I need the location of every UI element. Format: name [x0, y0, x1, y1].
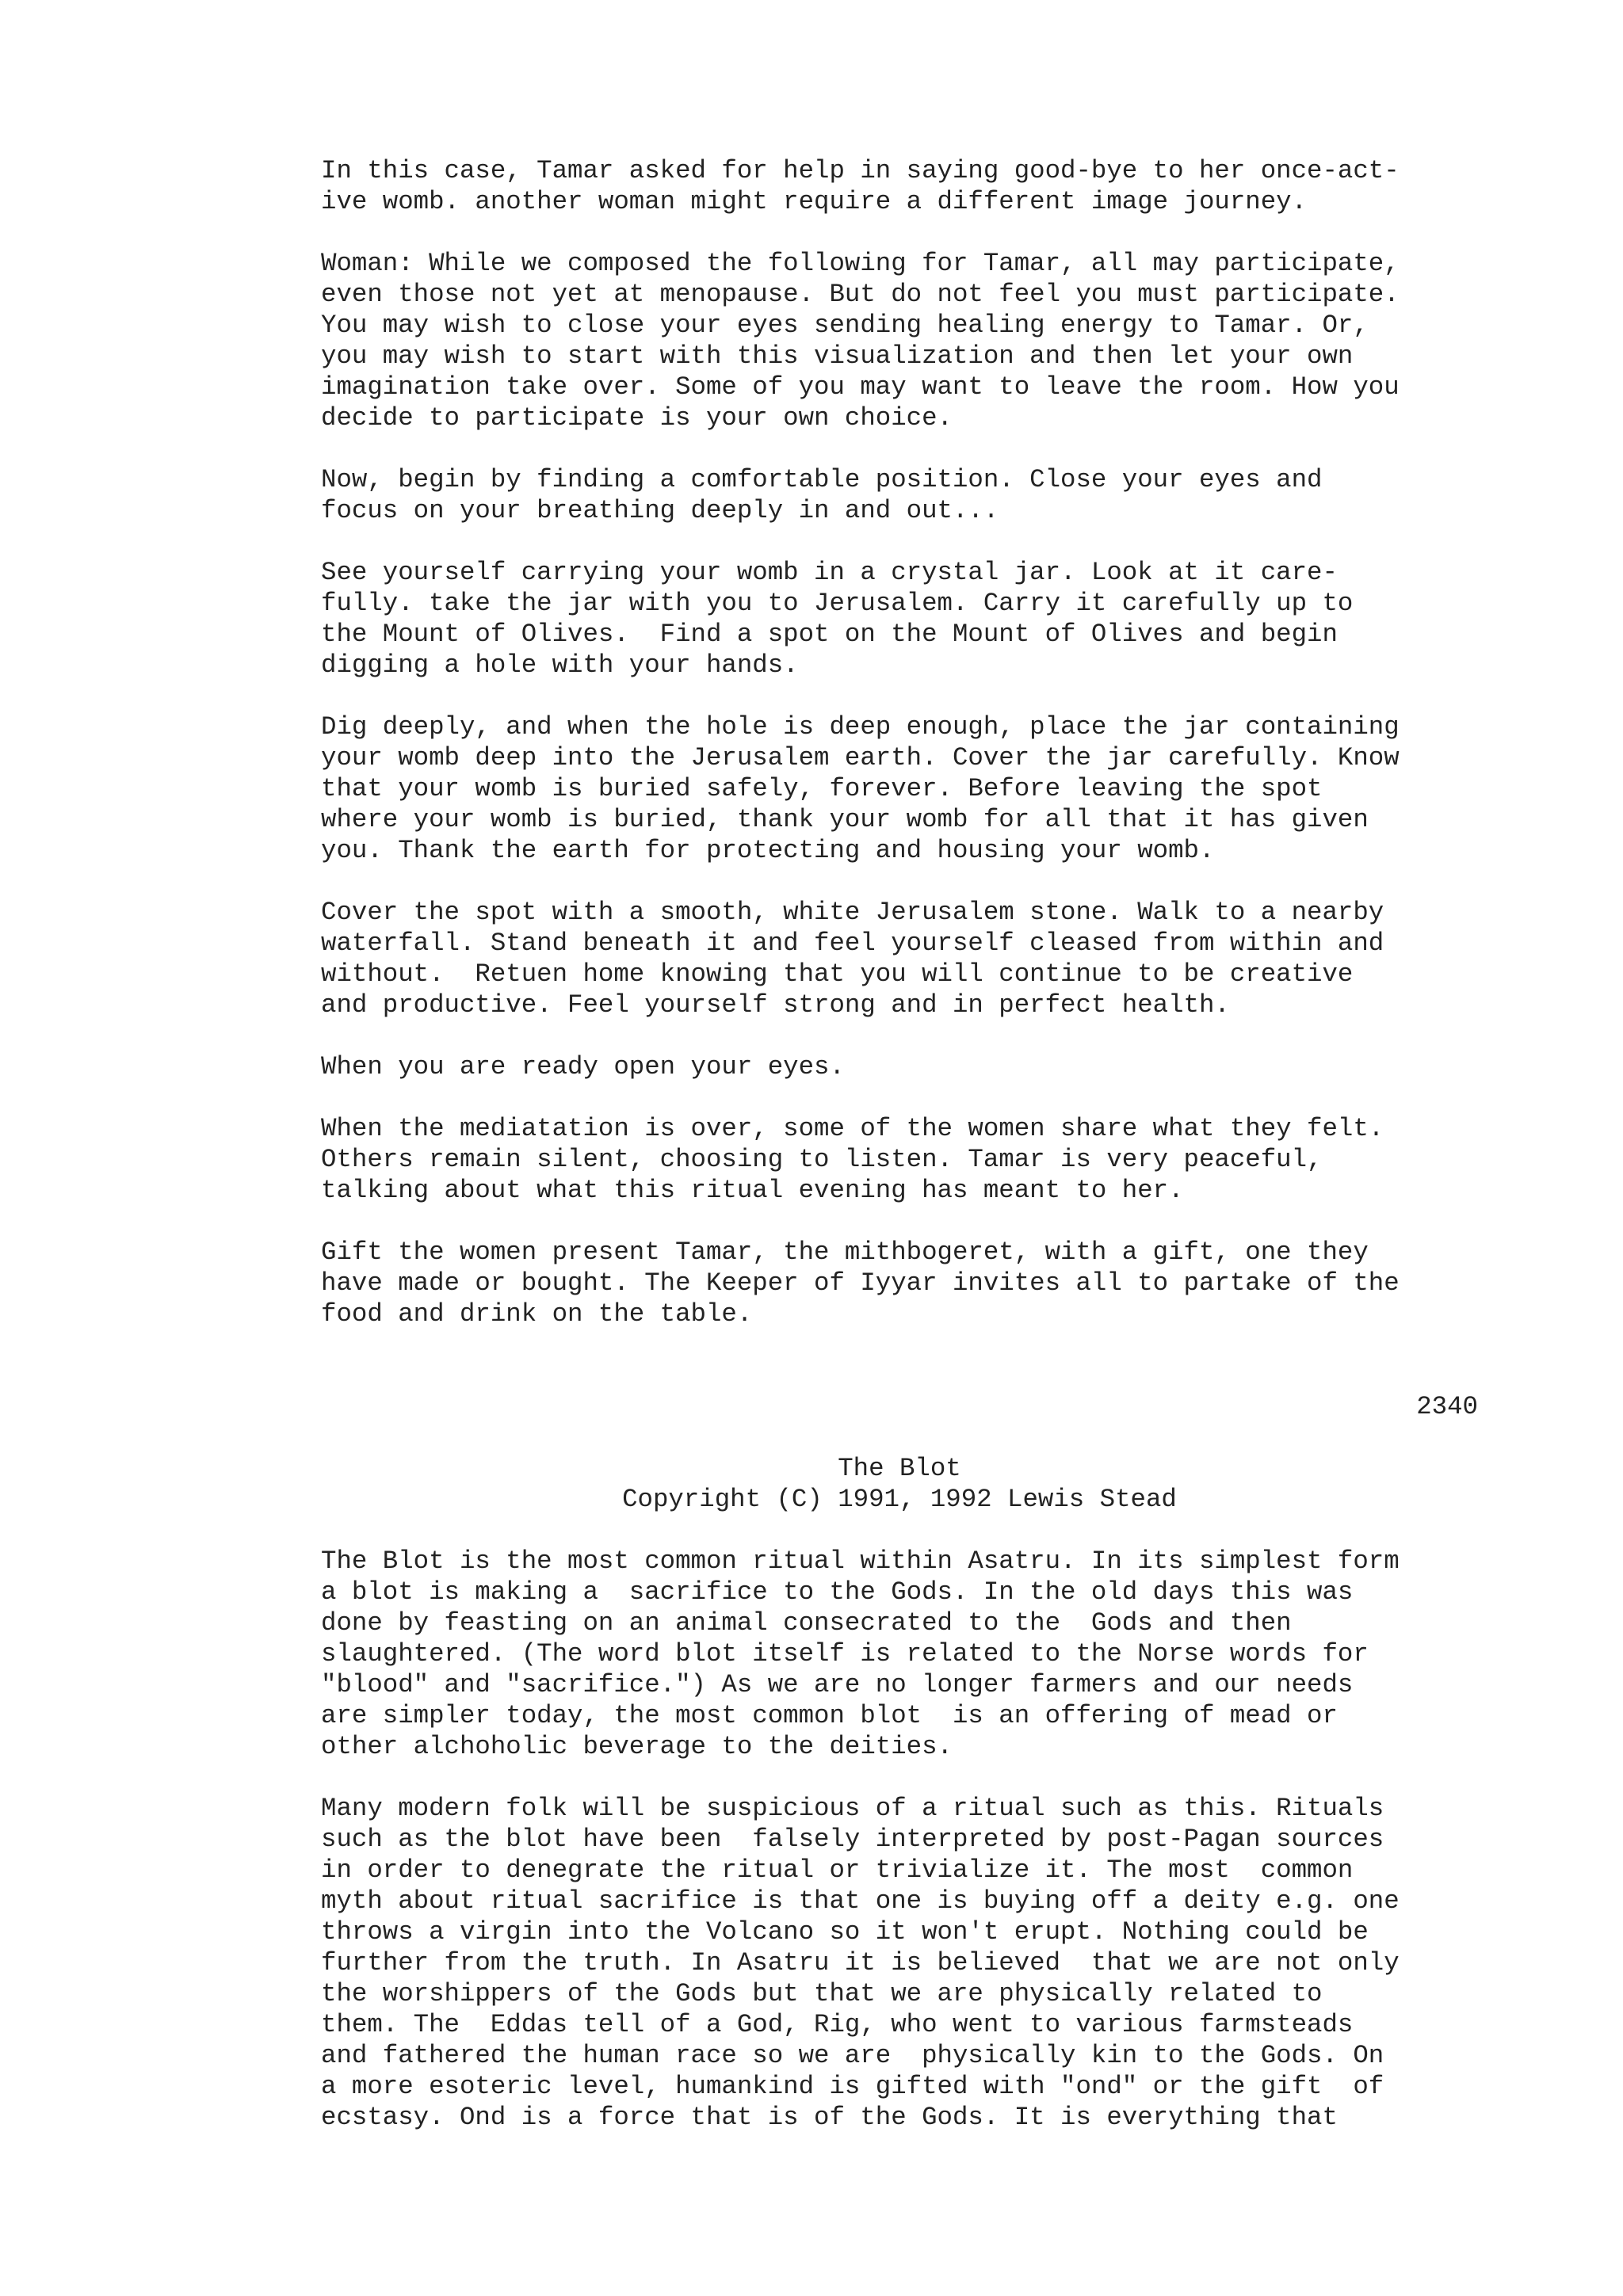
text-line: throws a virgin into the Volcano so it won't erupt. Nothing could be	[321, 1917, 1369, 1947]
text-line: Now, begin by finding a comfortable position. Close your eyes and	[321, 465, 1323, 494]
text-line: where your womb is buried, thank your womb for all that it has given	[321, 805, 1369, 834]
section-copyright: Copyright (C) 1991, 1992 Lewis Stead	[622, 1485, 1177, 1514]
paragraph	[321, 464, 1478, 526]
text-line: you. Thank the earth for protecting and housing your womb.	[321, 836, 1215, 865]
bottom-section	[321, 1546, 1478, 2133]
text-line: done by feasting on an animal consecrated to the Gods and then	[321, 1608, 1292, 1638]
text-line: the Mount of Olives. Find a spot on the Mount of Olives and begin	[321, 620, 1338, 649]
text-line: talking about what this ritual evening has meant to her.	[321, 1176, 1184, 1205]
text-line: other alchoholic beverage to the deities.	[321, 1732, 953, 1761]
text-line: decide to participate is your own choice.	[321, 403, 953, 433]
text-line: When the mediatation is over, some of the women share what they felt.	[321, 1114, 1384, 1143]
paragraph	[321, 1793, 1478, 2133]
paragraph	[321, 1051, 1478, 1082]
text-line: When you are ready open your eyes.	[321, 1052, 845, 1081]
text-line: food and drink on the table.	[321, 1299, 753, 1329]
top-section	[321, 155, 1478, 1329]
text-line: them. The Eddas tell of a God, Rig, who went to various farmsteads	[321, 2010, 1354, 2039]
text-line: without. Retuen home knowing that you will continue to be creative	[321, 959, 1354, 989]
text-line: even those not yet at menopause. But do not feel you must participate.	[321, 280, 1400, 309]
paragraph	[321, 557, 1478, 681]
paragraph	[321, 1237, 1478, 1329]
text-line: a blot is making a sacrifice to the Gods. In the old days this was	[321, 1577, 1354, 1607]
text-line: digging a hole with your hands.	[321, 650, 799, 680]
text-line: ive womb. another woman might require a different image journey.	[321, 187, 1308, 216]
text-line: You may wish to close your eyes sending healing energy to Tamar. Or,	[321, 311, 1369, 340]
text-line: Dig deeply, and when the hole is deep enough, place the jar containing	[321, 712, 1400, 742]
text-line: are simpler today, the most common blot is an offering of mead or	[321, 1701, 1338, 1730]
section-heading	[321, 1453, 1478, 1515]
text-line: further from the truth. In Asatru it is believed that we are not only	[321, 1948, 1400, 1978]
text-line: the worshippers of the Gods but that we are physically related to	[321, 1979, 1323, 2008]
text-line: a more esoteric level, humankind is gifted with "ond" or the gift of	[321, 2072, 1384, 2101]
paragraph	[321, 897, 1478, 1020]
text-line: Gift the women present Tamar, the mithbogeret, with a gift, one they	[321, 1238, 1369, 1267]
text-line: that your womb is buried safely, forever. Before leaving the spot	[321, 774, 1323, 803]
text-line: Many modern folk will be suspicious of a ritual such as this. Rituals	[321, 1794, 1384, 1823]
text-line: have made or bought. The Keeper of Iyyar invites all to partake of the	[321, 1268, 1400, 1298]
text-line: "blood" and "sacrifice.") As we are no longer farmers and our needs	[321, 1670, 1354, 1699]
text-line: The Blot is the most common ritual within Asatru. In its simplest form	[321, 1547, 1400, 1576]
paragraph	[321, 248, 1478, 433]
text-line: In this case, Tamar asked for help in saying good-bye to her once-act-	[321, 156, 1400, 185]
text-line: and fathered the human race so we are physically kin to the Gods. On	[321, 2041, 1384, 2070]
text-line: imagination take over. Some of you may want to leave the room. How you	[321, 372, 1400, 402]
text-line: myth about ritual sacrifice is that one is buying off a deity e.g. one	[321, 1886, 1400, 1916]
text-line: Woman: While we composed the following for Tamar, all may participate,	[321, 249, 1400, 278]
text-line: you may wish to start with this visualization and then let your own	[321, 341, 1354, 371]
paragraph	[321, 1113, 1478, 1206]
text-line: your womb deep into the Jerusalem earth. Cover the jar carefully. Know	[321, 743, 1400, 772]
paragraph	[321, 155, 1478, 217]
text-line: See yourself carrying your womb in a crystal jar. Look at it care-	[321, 558, 1338, 587]
section-title: The Blot	[838, 1454, 961, 1483]
document-page	[321, 155, 1478, 2164]
text-line: and productive. Feel yourself strong and in perfect health.	[321, 990, 1230, 1020]
text-line: in order to denegrate the ritual or trivialize it. The most common	[321, 1855, 1354, 1885]
paragraph	[321, 711, 1478, 866]
text-line: slaughtered. (The word blot itself is related to the Norse words for	[321, 1639, 1369, 1669]
text-line: focus on your breathing deeply in and out...	[321, 496, 999, 525]
text-line: Others remain silent, choosing to listen. Tamar is very peaceful,	[321, 1145, 1323, 1174]
text-line: waterfall. Stand beneath it and feel yourself cleased from within and	[321, 929, 1384, 958]
page-number: 2340	[1416, 1392, 1478, 1421]
text-line: fully. take the jar with you to Jerusalem. Carry it carefully up to	[321, 589, 1354, 618]
paragraph	[321, 1546, 1478, 1762]
text-line: such as the blot have been falsely interpreted by post-Pagan sources	[321, 1825, 1384, 1854]
text-line: Cover the spot with a smooth, white Jerusalem stone. Walk to a nearby	[321, 898, 1384, 927]
text-line: ecstasy. Ond is a force that is of the Gods. It is everything that	[321, 2103, 1338, 2132]
